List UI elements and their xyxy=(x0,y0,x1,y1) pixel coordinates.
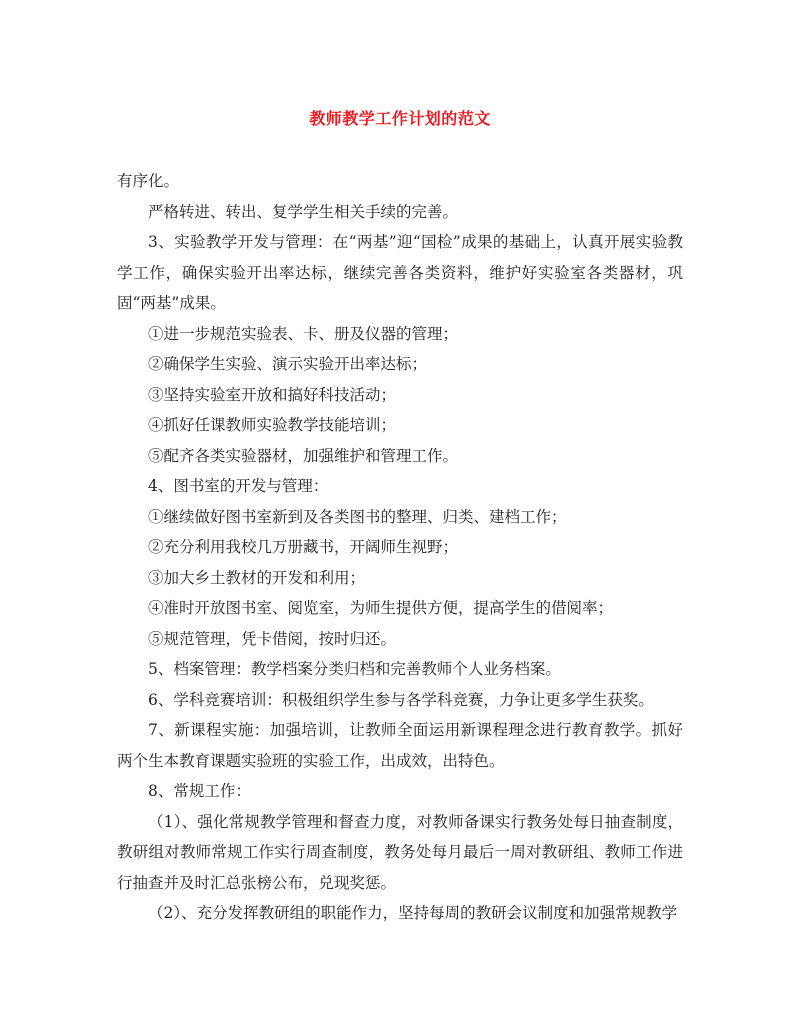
paragraph: ③加大乡土教材的开发和利用； xyxy=(148,568,366,587)
paragraph: ②充分利用我校几万册藏书，开阔师生视野； xyxy=(148,538,459,556)
paragraph: 4、图书室的开发与管理： xyxy=(148,477,329,495)
paragraph: ⑤规范管理，凭卡借阅，按时归还。 xyxy=(148,629,397,648)
paragraph: 有序化。 xyxy=(117,172,180,190)
paragraph: ④准时开放图书室、阅览室，为师生提供方便，提高学生的借阅率； xyxy=(148,599,614,617)
paragraph: ③坚持实验室开放和搞好科技活动； xyxy=(148,385,397,404)
paragraph: ①进一步规范实验表、卡、册及仪器的管理； xyxy=(148,324,459,343)
paragraph: 8、常规工作： xyxy=(148,782,251,800)
paragraph: ⑤配齐各类实验器材，加强维护和管理工作。 xyxy=(148,446,459,465)
document-body xyxy=(117,166,683,929)
paragraph: 严格转进、转出、复学学生相关手续的完善。 xyxy=(148,202,459,221)
paragraph: 6、学科竞赛培训：积极组织学生参与各学科竞赛，力争让更多学生获奖。 xyxy=(148,690,654,709)
paragraph: 7、新课程实施：加强培训，让教师全面运用新课程理念进行教育教学。抓好两个生本教育课题实验班的实验工作，出成效，出特色。 xyxy=(117,721,683,770)
paragraph: （2）、充分发挥教研组的职能作力，坚持每周的教研会议制度和加强常规教学 xyxy=(148,904,678,922)
document-title: 教师教学工作计划的范文 xyxy=(309,109,491,128)
paragraph: 5、档案管理：教学档案分类归档和完善教师个人业务档案。 xyxy=(148,660,561,678)
paragraph: ①继续做好图书室新到及各类图书的整理、归类、建档工作； xyxy=(148,507,567,526)
paragraph: （1）、强化常规教学管理和督查力度，对教师备课实行教务处每日抽查制度，教研组对教师常规工作实行周查制度，教务处每月最后一周对教研组、教师工作进行抽查并及时汇总张榜公布，兑现奖惩。 xyxy=(117,812,683,892)
paragraph: 3、实验教学开发与管理：在“两基”迎“国检”成果的基础上，认真开展实验教学工作，确保实验开出率达标，继续完善各类资料，维护好实验室各类器材，巩固“两基”成果。 xyxy=(117,233,683,312)
paragraph: ②确保学生实验、演示实验开出率达标； xyxy=(148,355,428,373)
paragraph: ④抓好任课教师实验教学技能培训； xyxy=(148,416,397,434)
